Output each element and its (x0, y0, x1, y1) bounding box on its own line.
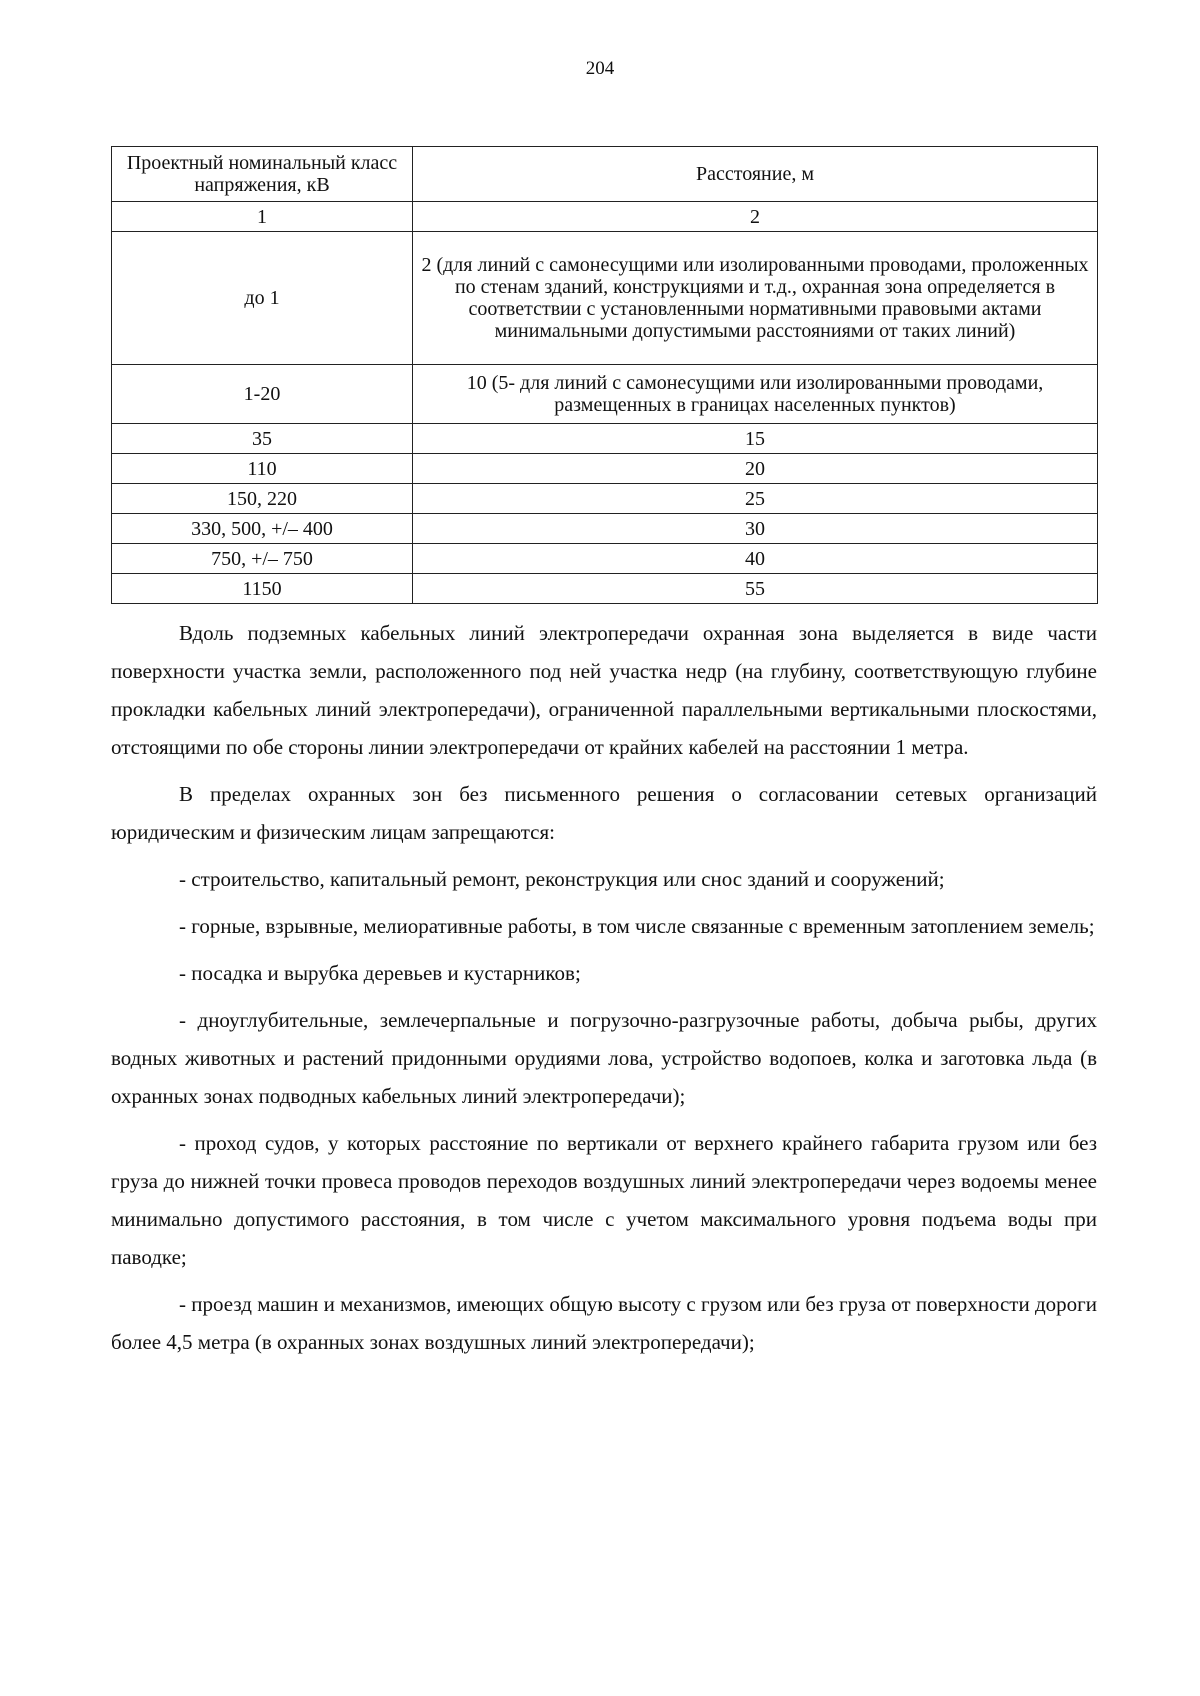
column-number-1: 1 (112, 202, 413, 232)
voltage-cell: 110 (112, 454, 413, 484)
table-row (112, 454, 1098, 484)
table-numbering-row (112, 202, 1098, 232)
page-number: 204 (585, 58, 615, 79)
voltage-cell: 1-20 (112, 365, 413, 424)
voltage-cell: 35 (112, 424, 413, 454)
voltage-distance-table (111, 146, 1098, 604)
distance-cell: 15 (413, 424, 1098, 454)
distance-cell: 40 (413, 544, 1098, 574)
distance-cell: 55 (413, 574, 1098, 604)
prohibition-item: - горные, взрывные, мелиоративные работы, в том числе связанные с временным затоплением земель; (179, 914, 1095, 938)
table-row (112, 574, 1098, 604)
voltage-cell: 1150 (112, 574, 413, 604)
table-row (112, 544, 1098, 574)
table-row (112, 424, 1098, 454)
prohibition-item: - строительство, капитальный ремонт, реконструкция или снос зданий и сооружений; (179, 867, 945, 891)
table-row (112, 484, 1098, 514)
distance-cell: 30 (413, 514, 1098, 544)
voltage-cell: 750, +/– 750 (112, 544, 413, 574)
prohibition-item: - проезд машин и механизмов, имеющих общую высоту с грузом или без груза от поверхности дороги более 4,5 метра (в охранных зонах воздушных линий электропередачи); (111, 1292, 1097, 1354)
distance-cell: 25 (413, 484, 1098, 514)
voltage-cell: до 1 (112, 232, 413, 365)
prohibition-item: - проход судов, у которых расстояние по вертикали от верхнего крайнего габарита грузом или без груза до нижней точки провеса проводов переходов воздушных линий электропередачи через водоемы менее минимально допустимого расстояния, в том числе с учетом максимального уровня подъема воды при паводке; (111, 1131, 1097, 1269)
body-text (111, 614, 1097, 1370)
voltage-cell: 330, 500, +/– 400 (112, 514, 413, 544)
table-row (112, 365, 1098, 424)
distance-cell: 2 (для линий с самонесущими или изолированными проводами, проложенных по стенам зданий, конструкциями и т.д., охранная зона определяется в соответствии с установленными нормативными правовыми актами минимальными допустимыми расстояниями от таких линий) (413, 232, 1098, 365)
table-row (112, 232, 1098, 365)
header-voltage-class: Проектный номинальный класс напряжения, кВ (112, 147, 413, 202)
distance-cell: 20 (413, 454, 1098, 484)
prohibition-item: - посадка и вырубка деревьев и кустарников; (179, 961, 581, 985)
paragraph-prohibitions-intro: В пределах охранных зон без письменного решения о согласовании сетевых организаций юридическим и физическим лицам запрещаются: (111, 782, 1097, 844)
table-header-row (112, 147, 1098, 202)
paragraph-underground-cables: Вдоль подземных кабельных линий электропередачи охранная зона выделяется в виде части поверхности участка земли, расположенного под ней участка недр (на глубину, соответствующую глубине прокладки кабельных линий электропередачи), ограниченной параллельными вертикальными плоскостями, отстоящими по обе стороны линии электропередачи от крайних кабелей на расстоянии 1 метра. (111, 621, 1097, 759)
prohibition-item: - дноуглубительные, землечерпальные и погрузочно-разгрузочные работы, добыча рыбы, других водных животных и растений придонными орудиями лова, устройство водопоев, колка и заготовка льда (в охранных зонах подводных кабельных линий электропередачи); (111, 1008, 1097, 1108)
header-distance: Расстояние, м (413, 147, 1098, 202)
column-number-2: 2 (413, 202, 1098, 232)
table-row (112, 514, 1098, 544)
distance-cell: 10 (5- для линий с самонесущими или изолированными проводами, размещенных в границах населенных пунктов) (413, 365, 1098, 424)
voltage-cell: 150, 220 (112, 484, 413, 514)
